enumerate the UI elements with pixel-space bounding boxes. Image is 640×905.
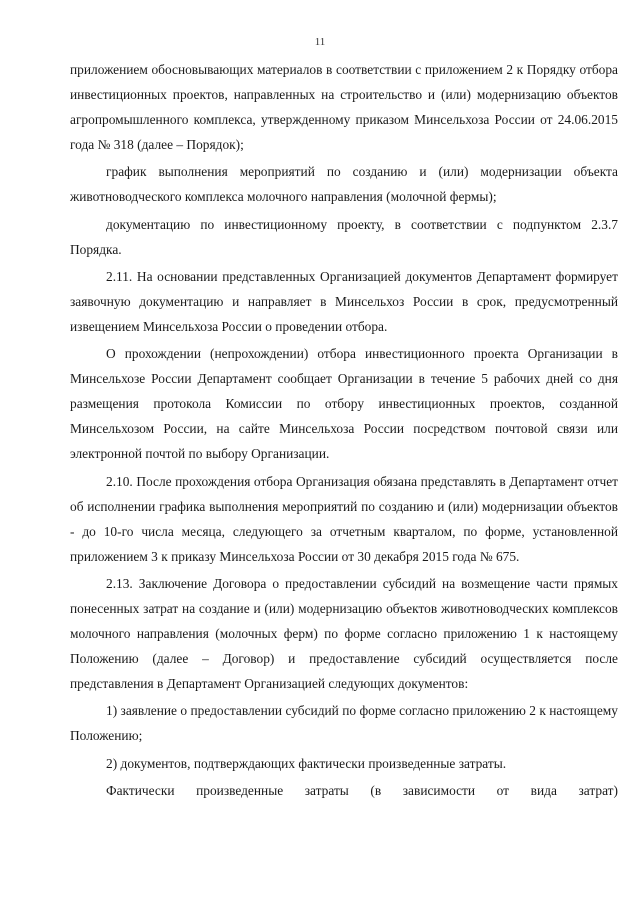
text-line: 2.10. После прохождения отбора Организация обязана представлять в: [106, 473, 506, 489]
text-line: формирует заявочную документацию и направляет в Минсельхоз России в срок,: [70, 268, 618, 309]
paragraph-actual-costs: [70, 778, 618, 803]
text-line: 2.11. На основании представленных Организацией документов Департамент: [106, 268, 551, 284]
text-line: (или) модернизации объектов - до 10-го числа месяца, следующего за отчетным: [70, 498, 618, 539]
text-line: приложением обосновывающих материалов в соответствии с приложением 2 к: [70, 62, 524, 77]
text-line: Минсельхоза России от 24.06.2015 года № 318 (далее – Порядок);: [70, 112, 618, 153]
paragraph-schedule: [70, 159, 618, 209]
paragraph-2-13: [70, 571, 618, 696]
text-line: Фактически произведенные затраты (в зависимости от вида затрат): [106, 782, 618, 798]
text-line: проектов, созданной Минсельхозом России, на сайте Минсельхоза России: [70, 396, 618, 437]
text-line: документацию по инвестиционному проекту, в соответствии с подпунктом: [106, 216, 582, 232]
paragraph-2-11: [70, 264, 618, 339]
text-line: 1) заявление о предоставлении субсидий по форме согласно приложению 2 к: [106, 703, 546, 719]
text-line: 2) документов, подтверждающих фактически произведенные затраты.: [106, 755, 507, 771]
paragraph-appendix-materials: [70, 57, 618, 157]
text-line: кварталом, по форме, установленной приложением 3 к приказу Минсельхоза России: [70, 523, 619, 564]
text-line: согласно приложению 1 к настоящему Положению (далее – Договор) и: [70, 626, 618, 667]
text-line: предусмотренный извещением Минсельхоза России о проведении отбора.: [70, 293, 618, 334]
text-line: Порядку отбора инвестиционных проектов, направленных на строительство и (или): [70, 62, 618, 103]
document-body: [70, 57, 618, 803]
text-line: посредством почтовой связи или электронной почтой по выбору Организации.: [70, 421, 618, 462]
text-line: 2.3.7 Порядка.: [70, 216, 618, 257]
paragraph-2-10: [70, 469, 618, 569]
text-line: прямых понесенных затрат на создание и (или) модернизацию объектов: [70, 575, 618, 616]
text-line: 2.13. Заключение Договора о предоставлении субсидий на возмещение части: [106, 575, 568, 591]
text-line: модернизацию объектов агропромышленного комплекса, утвержденному приказом: [70, 87, 618, 128]
text-line: животноводческих комплексов молочного направления (молочных ферм) по форме: [70, 600, 618, 642]
text-line: настоящему Положению;: [70, 703, 618, 744]
text-line: животноводческого комплекса молочного направления (молочной фермы);: [70, 189, 497, 205]
text-line: от 30 декабря 2015 года № 675.: [341, 548, 520, 564]
text-line: график выполнения мероприятий по созданию и (или) модернизации объекта: [106, 164, 618, 180]
page-number: 11: [314, 36, 326, 48]
text-line: Департамент отчет об исполнении графика выполнения мероприятий по созданию и: [70, 473, 618, 514]
text-line: Организации в Минсельхозе России Департамент сообщает Организации в течение: [70, 346, 618, 387]
text-line: О прохождении (непрохождении) отбора инвестиционного проекта: [106, 346, 519, 362]
paragraph-selection-result: [70, 341, 618, 466]
text-line: предоставление субсидий осуществляется после представления в Департамент: [70, 651, 618, 692]
text-line: 5 рабочих дней со дня размещения протокола Комиссии по отбору инвестиционных: [70, 371, 618, 412]
list-item-cost-documents: [70, 751, 618, 776]
text-line: Организацией следующих документов:: [244, 676, 469, 692]
paragraph-project-documentation: [70, 212, 618, 262]
list-item-application: [70, 698, 618, 748]
